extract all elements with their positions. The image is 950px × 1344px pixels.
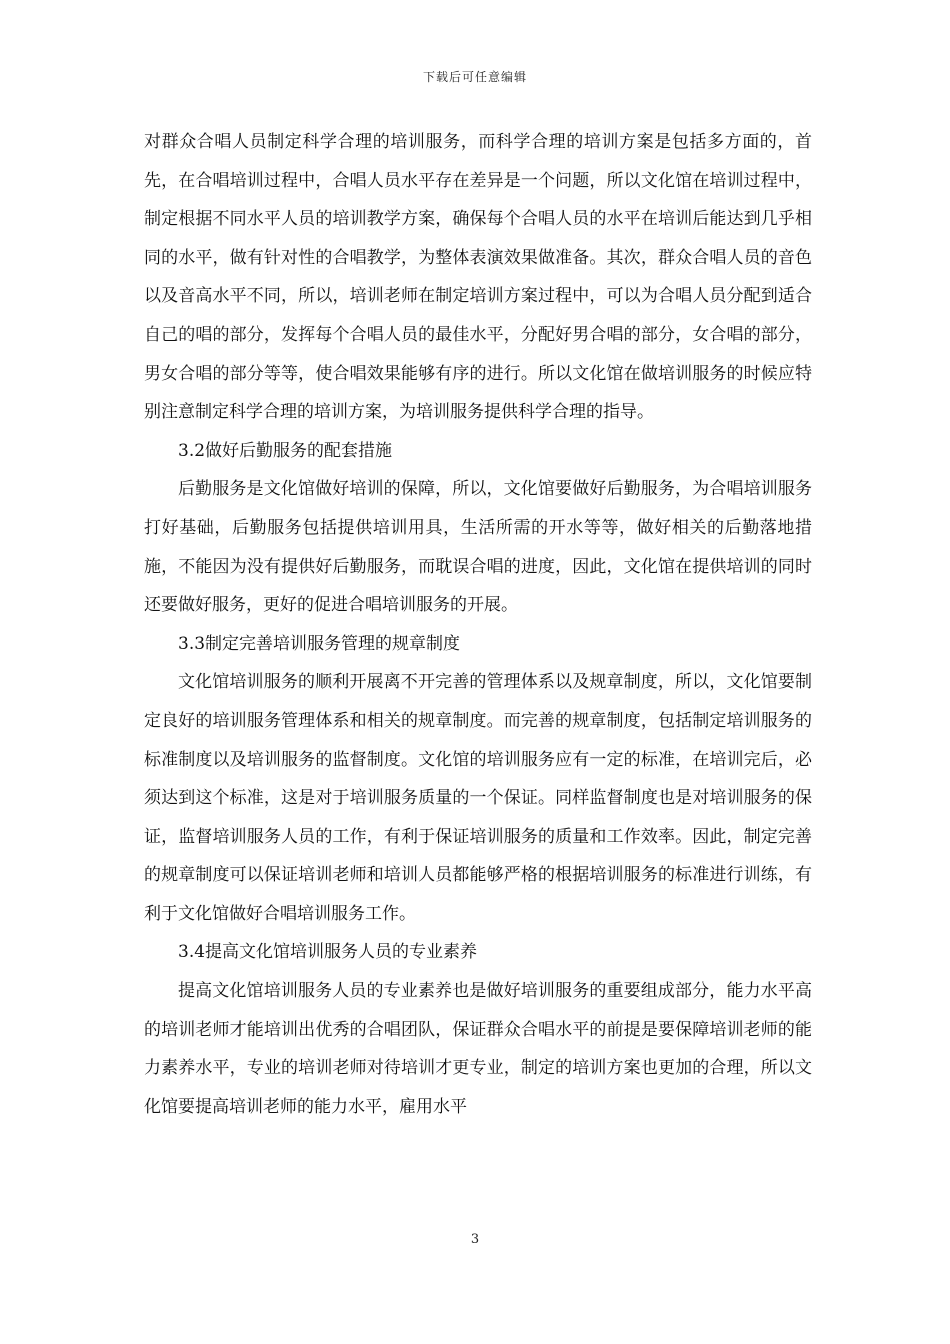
paragraph-training-plan: 对群众合唱人员制定科学合理的培训服务，而科学合理的培训方案是包括多方面的，首先，在合唱培训过程中，合唱人员水平存在差异是一个问题，所以文化馆在培训过程中，制定根据不同水平人员的培训教学方案，确保每个合唱人员的水平在培训后能达到几乎相同的水平，做有针对性的合唱教学，为整体表演效果做准备。其次，群众合唱人员的音色以及音高水平不同，所以，培训老师在制定培训方案过程中，可以为合唱人员分配到适合自己的唱的部分，发挥每个合唱人员的最佳水平，分配好男合唱的部分，女合唱的部分，男女合唱的部分等等，使合唱效果能够有序的进行。所以文化馆在做培训服务的时候应特别注意制定科学合理的培训方案，为培训服务提供科学合理的指导。 xyxy=(144,132,812,423)
paragraph-logistics: 后勤服务是文化馆做好培训的保障，所以，文化馆要做好后勤服务，为合唱培训服务打好基础，后勤服务包括提供培训用具，生活所需的开水等等，做好相关的后勤落地措施，不能因为没有提供好后勤服务，而耽误合唱的进度，因此，文化馆在提供培训的同时还要做好服务，更好的促进合唱培训服务的开展。 xyxy=(144,479,812,616)
page-header: 下载后可任意编辑 xyxy=(422,70,527,84)
page-number: 3 xyxy=(470,1232,480,1247)
section-heading-3-4: 3.4提高文化馆培训服务人员的专业素养 xyxy=(178,942,478,963)
section-heading-3-2: 3.2做好后勤服务的配套措施 xyxy=(178,440,393,461)
paragraph-regulations: 文化馆培训服务的顺利开展离不开完善的管理体系以及规章制度，所以，文化馆要制定良好的培训服务管理体系和相关的规章制度。而完善的规章制度，包括制定培训服务的标准制度以及培训服务的监督制度。文化馆的培训服务应有一定的标准，在培训完后，必须达到这个标准，这是对于培训服务质量的一个保证。同样监督制度也是对培训服务的保证，监督培训服务人员的工作，有利于保证培训服务的质量和工作效率。因此，制定完善的规章制度可以保证培训老师和培训人员都能够严格的根据培训服务的标准进行训练，有利于文化馆做好合唱培训服务工作。 xyxy=(144,672,812,924)
paragraph-professional-quality: 提高文化馆培训服务人员的专业素养也是做好培训服务的重要组成部分，能力水平高的培训老师才能培训出优秀的合唱团队，保证群众合唱水平的前提是要保障培训老师的能力素养水平，专业的培训老师对待培训才更专业，制定的培训方案也更加的合理，所以文化馆要提高培训老师的能力水平，雇用水平 xyxy=(144,981,812,1117)
document-body xyxy=(144,123,812,1126)
section-heading-3-3: 3.3制定完善培训服务管理的规章制度 xyxy=(178,633,461,654)
